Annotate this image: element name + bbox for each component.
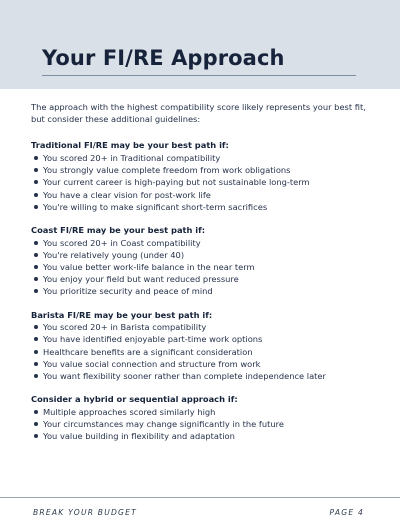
page-header (0, 0, 400, 89)
list-item-text: Healthcare benefits are a significant consideration (43, 346, 253, 357)
bullet-icon (34, 277, 38, 281)
section-hybrid (31, 393, 375, 442)
list-item-text: Multiple approaches scored similarly high (43, 406, 216, 417)
list-item-text: You scored 20+ in Coast compatibility (43, 237, 201, 248)
list-item-text: You value social connection and structure from work (43, 358, 261, 369)
list-item-text: Your circumstances may change significantly in the future (43, 419, 284, 430)
list-item-text: You have identified enjoyable part-time work options (43, 334, 263, 345)
footer-brand: BREAK YOUR BUDGET (33, 508, 137, 517)
bullet-icon (34, 180, 38, 184)
bullet-list (31, 152, 375, 213)
section-traditional (31, 139, 375, 213)
bullet-icon (34, 337, 38, 341)
list-item (31, 333, 375, 345)
bullet-icon (34, 374, 38, 378)
section-heading: Barista FI/RE may be your best path if: (31, 309, 213, 320)
list-item (31, 176, 375, 188)
list-item-text: You value better work-life balance in the near term (43, 262, 255, 273)
list-item (31, 430, 375, 442)
title-underline (42, 75, 356, 76)
bullet-icon (34, 350, 38, 354)
list-item-text: You enjoy your field but want reduced pressure (43, 274, 239, 285)
footer-divider (0, 497, 400, 498)
list-item-text: You strongly value complete freedom from work obligations (43, 165, 291, 176)
section-barista (31, 309, 375, 383)
list-item (31, 358, 375, 370)
list-item (31, 370, 375, 382)
bullet-icon (34, 289, 38, 293)
bullet-icon (34, 265, 38, 269)
bullet-list (31, 406, 375, 443)
bullet-list (31, 237, 375, 298)
list-item-text: You scored 20+ in Traditional compatibility (43, 153, 221, 163)
list-item (31, 201, 375, 213)
list-item-text: You prioritize security and peace of mind (43, 286, 213, 297)
list-item-text: You're relatively young (under 40) (43, 249, 185, 260)
bullet-icon (34, 168, 38, 172)
intro-paragraph: The approach with the highest compatibility score likely represents your best fit, but consider these additional guidelines: (31, 102, 366, 125)
bullet-icon (34, 193, 38, 197)
section-coast (31, 224, 375, 298)
list-item (31, 261, 375, 273)
footer-page-number: PAGE 4 (329, 508, 364, 517)
list-item-text: Your current career is high-paying but not sustainable long-term (43, 177, 310, 188)
bullet-icon (34, 410, 38, 414)
bullet-icon (34, 422, 38, 426)
bullet-icon (34, 156, 38, 160)
list-item (31, 189, 375, 201)
list-item-text: You want flexibility sooner rather than complete independence later (43, 371, 326, 382)
list-item (31, 285, 375, 297)
bullet-icon (34, 434, 38, 438)
page-title: Your FI/RE Approach (42, 46, 285, 70)
list-item (31, 249, 375, 261)
section-heading: Traditional FI/RE may be your best path if: (31, 140, 229, 151)
bullet-icon (34, 325, 38, 329)
bullet-icon (34, 253, 38, 257)
list-item-text: You're willing to make significant short-term sacrifices (43, 201, 268, 212)
list-item (31, 406, 375, 418)
bullet-icon (34, 362, 38, 366)
list-item-text: You value building in flexibility and adaptation (43, 431, 235, 442)
list-item (31, 321, 375, 333)
bullet-icon (34, 205, 38, 209)
list-item (31, 346, 375, 358)
list-item-text: You have a clear vision for post-work life (43, 189, 211, 200)
list-item (31, 273, 375, 285)
bullet-icon (34, 241, 38, 245)
list-item-text: You scored 20+ in Barista compatibility (43, 322, 207, 333)
section-heading: Consider a hybrid or sequential approach if: (31, 394, 238, 405)
list-item (31, 152, 375, 164)
list-item (31, 164, 375, 176)
section-heading: Coast FI/RE may be your best path if: (31, 225, 206, 236)
bullet-list (31, 321, 375, 382)
list-item (31, 418, 375, 430)
list-item (31, 237, 375, 249)
page-content (31, 101, 375, 453)
